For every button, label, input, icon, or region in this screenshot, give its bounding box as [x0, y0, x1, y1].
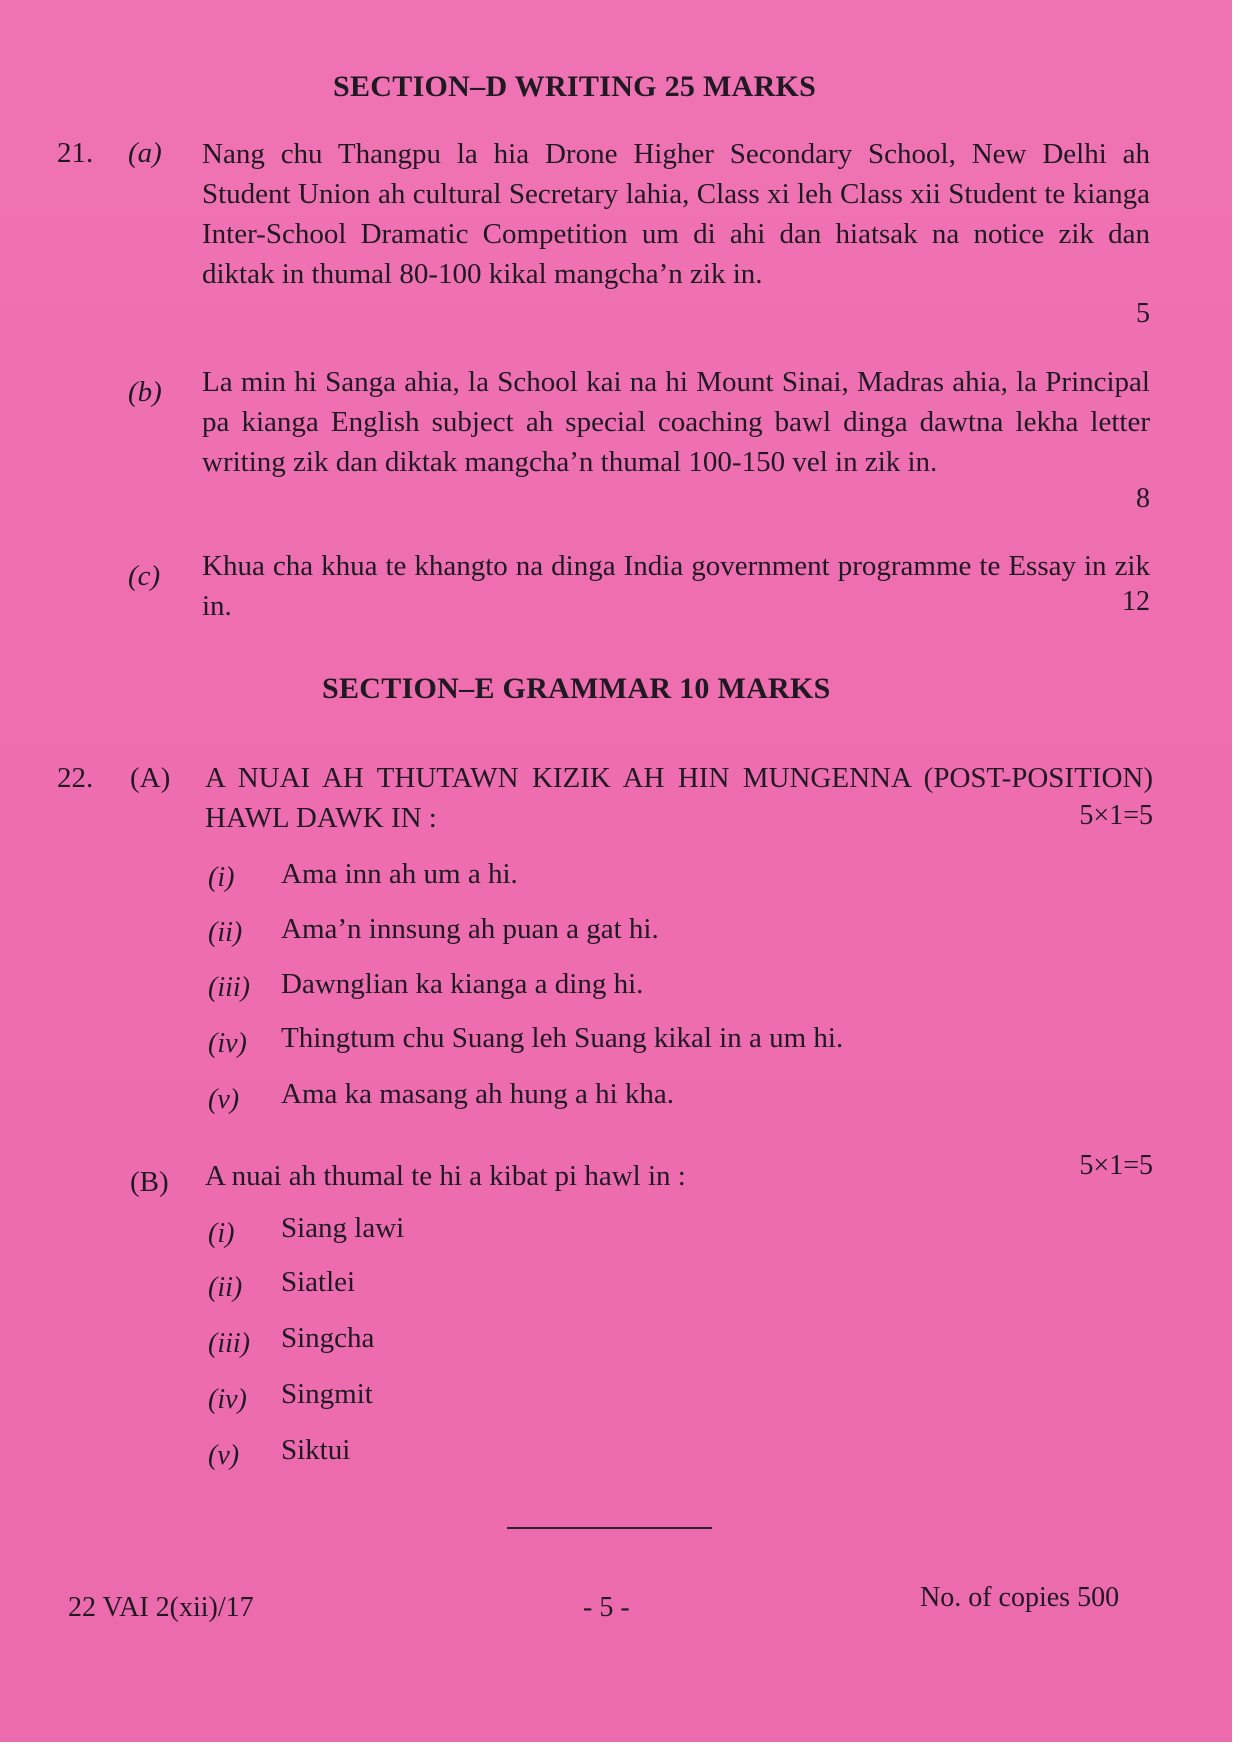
q21-b-label: (b) [128, 376, 162, 408]
q22-A-item-label: (ii) [208, 917, 243, 948]
q21-c-label: (c) [128, 560, 161, 592]
q22-B-item-label: (iv) [208, 1384, 247, 1415]
q21-c-marks: 12 [1122, 586, 1150, 617]
question-21-number: 21. [57, 137, 94, 169]
q22-B-item-label: (v) [208, 1440, 240, 1471]
q22-A-label: (A) [130, 762, 171, 794]
q22-A-item-text: Thingtum chu Suang leh Suang kikal in a um hi. [281, 1022, 844, 1054]
page-number: - 5 - [583, 1592, 630, 1623]
q22-B-item-text: Siatlei [281, 1266, 356, 1298]
question-22-number: 22. [57, 762, 94, 794]
section-d-title: SECTION–D WRITING 25 MARKS [333, 70, 817, 103]
q22-B-item-text: Singcha [281, 1322, 375, 1354]
q22-B-item-label: (iii) [208, 1328, 250, 1359]
q21-a-marks: 5 [1136, 298, 1150, 329]
q22-B-item-text: Singmit [281, 1378, 373, 1410]
end-of-paper-rule [507, 1527, 712, 1529]
q21-c-text: Khua cha khua te khangto na dinga India government programme te Essay in zik in. [202, 550, 1150, 622]
q22-A-item-label: (iv) [208, 1028, 247, 1059]
paper-code: 22 VAI 2(xii)/17 [68, 1592, 254, 1623]
q22-B-item-label: (ii) [208, 1272, 243, 1303]
copies-count: No. of copies 500 [920, 1582, 1120, 1613]
q22-B-marks: 5×1=5 [1079, 1150, 1153, 1181]
q21-a-text: Nang chu Thangpu la hia Drone Higher Secondary School, New Delhi ah Student Union ah cultural Secretary lahia, Class xi leh Class xii Student te kianga Inter-School Dramatic Competition um di ahi dan hiatsak na notice zik dan diktak in thumal 80-100 kikal mangcha’n zik in. [202, 138, 1150, 290]
q22-A-item-text: Dawnglian ka kianga a ding hi. [281, 968, 644, 1000]
q22-B-item-label: (i) [208, 1218, 235, 1249]
q22-A-item-text: Ama inn ah um a hi. [281, 858, 518, 890]
section-e-title: SECTION–E GRAMMAR 10 MARKS [322, 672, 831, 705]
q22-B-item-text: Siktui [281, 1434, 351, 1466]
q21-b-marks: 8 [1136, 483, 1150, 514]
q21-a-label: (a) [128, 137, 162, 169]
q22-A-item-label: (v) [208, 1084, 240, 1115]
q22-A-item-label: (iii) [208, 972, 250, 1003]
q21-b-text: La min hi Sanga ahia, la School kai na hi Mount Sinai, Madras ahia, la Principal pa kianga English subject ah special coaching bawl dinga dawtna lekha letter writing zik dan diktak mangcha’n thumal 100-150 vel in zik in. [202, 366, 1150, 478]
q22-B-label: (B) [130, 1166, 169, 1198]
q22-B-item-text: Siang lawi [281, 1212, 405, 1244]
q22-A-text: A NUAI AH THUTAWN KIZIK AH HIN MUNGENNA (POST-POSITION) HAWL DAWK IN : [205, 762, 1153, 834]
q22-A-item-label: (i) [208, 862, 235, 893]
q22-A-item-text: Ama ka masang ah hung a hi kha. [281, 1078, 675, 1110]
q22-B-text: A nuai ah thumal te hi a kibat pi hawl in : [205, 1160, 686, 1192]
q22-A-marks: 5×1=5 [1079, 800, 1153, 831]
q22-A-item-text: Ama’n innsung ah puan a gat hi. [281, 913, 659, 945]
